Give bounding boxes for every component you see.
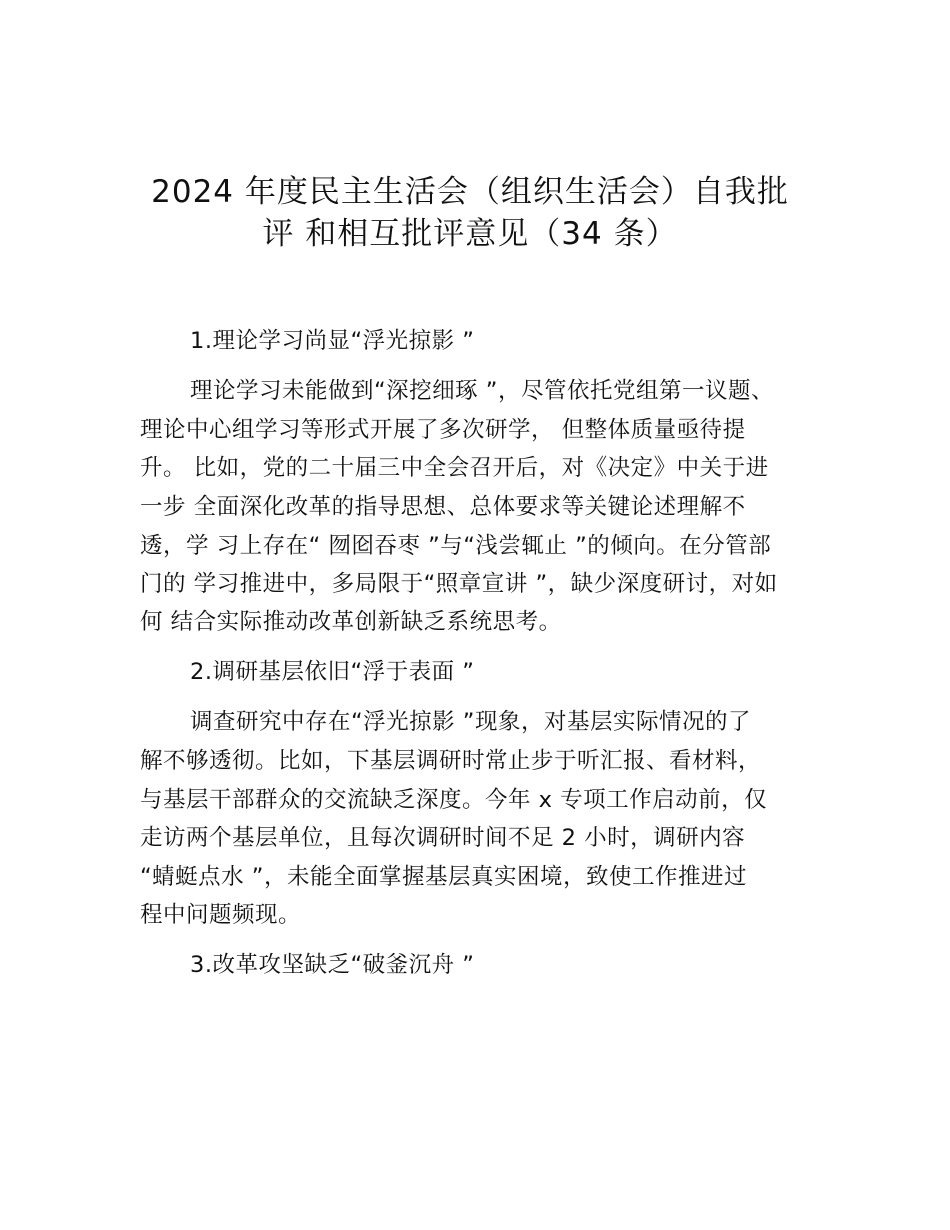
paragraph-line: 走访两个基层单位，且每次调研时间不足 2 小时，调研内容	[140, 825, 746, 851]
paragraph-line: 透，学 习上存在“ 囫囵吞枣 ”与“浅尝辄止 ”的倾向。在分管部	[140, 533, 772, 559]
section-3-heading: 3.改革攻坚缺乏“破釜沉舟 ”	[190, 952, 475, 978]
section-1-heading: 1.理论学习尚显“浮光掠影 ”	[190, 328, 475, 354]
section-2-heading: 2.调研基层依旧“浮于表面 ”	[190, 659, 475, 685]
paragraph-line: 调查研究中存在“浮光掠影 ”现象，对基层实际情况的了	[190, 709, 751, 735]
paragraph-line: 理论中心组学习等形式开展了多次研学， 但整体质量亟待提	[140, 417, 746, 443]
document-title-line-1: 2024 年度民主生活会（组织生活会）自我批	[151, 174, 789, 210]
paragraph-line: 与基层干部群众的交流缺乏深度。今年 x 专项工作启动前，仅	[140, 787, 768, 813]
document-title-line-2: 评 和相互批评意见（34 条）	[262, 216, 678, 252]
paragraph-line: 程中问题频现。	[140, 902, 302, 928]
paragraph-line: 理论学习未能做到“深挖细琢 ”，尽管依托党组第一议题、	[190, 378, 774, 404]
paragraph-line: 解不够透彻。比如，下基层调研时常止步于听汇报、看材料，	[140, 748, 762, 774]
paragraph-line: “蜻蜓点水 ”，未能全面掌握基层真实困境，致使工作推进过	[140, 864, 747, 890]
paragraph-line: 门的 学习推进中，多局限于“照章宣讲 ”，缺少深度研讨，对如	[140, 571, 778, 597]
paragraph-line: 升。 比如，党的二十届三中全会召开后，对《决定》中关于进	[140, 455, 769, 481]
paragraph-line: 一步 全面深化改革的指导思想、总体要求等关键论述理解不	[140, 494, 746, 520]
paragraph-line: 何 结合实际推动改革创新缺乏系统思考。	[140, 609, 562, 635]
